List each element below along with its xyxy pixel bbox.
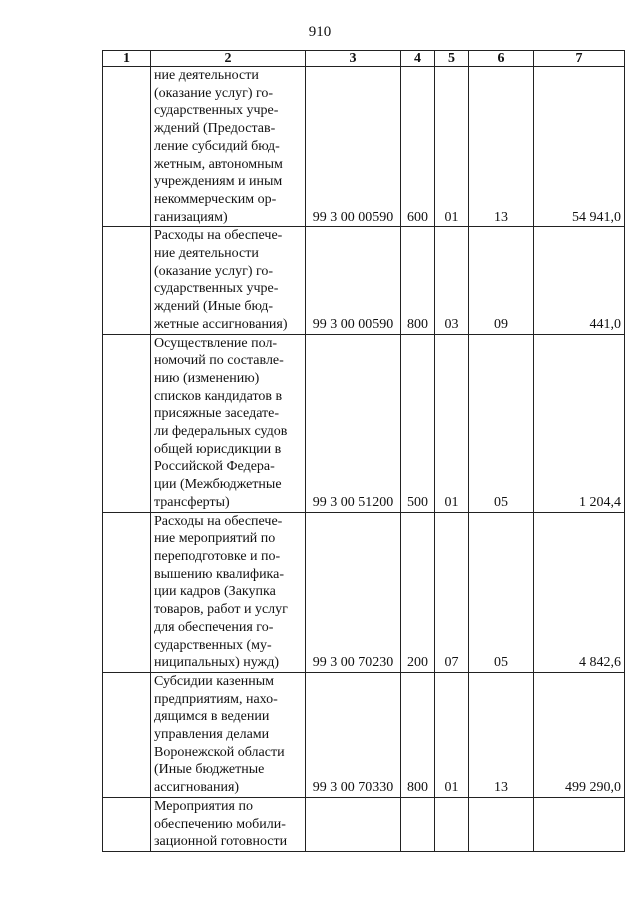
cell-number [103, 334, 151, 512]
description-line: переподготовке и по- [154, 548, 281, 564]
cell-expense-type: 800 [401, 227, 435, 334]
description-line: учреждениям и иным [154, 174, 283, 190]
cell-description [151, 67, 306, 227]
cell-number [103, 227, 151, 334]
description-line: Расходы на обеспече- [154, 513, 283, 529]
cell-subsection: 05 [469, 334, 534, 512]
description-line: Расходы на обеспече- [154, 228, 283, 244]
description-line: ции (Межбюджетные [154, 477, 282, 493]
cell-amount: 499 290,0 [534, 672, 625, 797]
cell-subsection [469, 797, 534, 851]
description-line: сударственных учре- [154, 281, 279, 297]
description-line: ассигнования) [154, 780, 240, 796]
description-line: ли федеральных судов [154, 424, 288, 440]
table-row [103, 334, 625, 512]
description-line: ниципальных) нужд) [154, 655, 279, 671]
cell-number [103, 797, 151, 851]
cell-number [103, 672, 151, 797]
description-line: присяжные заседате- [154, 406, 280, 422]
budget-table [102, 50, 625, 852]
description-line: предприятиям, нахо- [154, 691, 278, 707]
description-line: ние мероприятий по [154, 531, 276, 547]
table-row [103, 67, 625, 227]
cell-section: 01 [435, 672, 469, 797]
header-col-4: 4 [401, 51, 435, 67]
cell-amount: 1 204,4 [534, 334, 625, 512]
cell-expense-type: 800 [401, 672, 435, 797]
cell-target-code: 99 3 00 00590 [306, 227, 401, 334]
description-line: Осуществление пол- [154, 335, 278, 351]
header-col-1: 1 [103, 51, 151, 67]
description-line: ние деятельности [154, 246, 259, 262]
description-line: обеспечению мобили- [154, 816, 286, 832]
cell-description [151, 334, 306, 512]
cell-subsection: 05 [469, 512, 534, 672]
header-col-3: 3 [306, 51, 401, 67]
description-line: Субсидии казенным [154, 673, 275, 689]
description-line: управления делами [154, 727, 270, 743]
description-line: зационной готовности [154, 834, 288, 850]
description-line: ние деятельности [154, 68, 259, 83]
cell-description [151, 672, 306, 797]
cell-amount [534, 797, 625, 851]
header-col-6: 6 [469, 51, 534, 67]
table-row [103, 797, 625, 851]
description-line: (оказание услуг) го- [154, 85, 274, 101]
header-row [103, 51, 625, 67]
cell-subsection: 13 [469, 672, 534, 797]
cell-target-code: 99 3 00 70230 [306, 512, 401, 672]
description-line: общей юрисдикции в [154, 441, 282, 457]
description-line: сударственных (му- [154, 637, 272, 653]
cell-description [151, 512, 306, 672]
description-line: Российской Федера- [154, 459, 275, 475]
cell-section: 07 [435, 512, 469, 672]
table-row [103, 672, 625, 797]
description-line: (Иные бюджетные [154, 762, 265, 778]
description-line: ждений (Иные бюд- [154, 299, 274, 315]
description-line: трансферты) [154, 494, 230, 510]
description-line: Мероприятия по [154, 798, 253, 814]
page-number: 910 [308, 24, 332, 40]
description-line: сударственных учре- [154, 103, 279, 119]
cell-description [151, 797, 306, 851]
cell-subsection: 09 [469, 227, 534, 334]
cell-description [151, 227, 306, 334]
cell-amount: 4 842,6 [534, 512, 625, 672]
cell-amount: 441,0 [534, 227, 625, 334]
description-line: ганизациям) [154, 209, 228, 225]
cell-expense-type: 600 [401, 67, 435, 227]
description-line: ление субсидий бюд- [154, 138, 280, 154]
header-col-2: 2 [151, 51, 306, 67]
description-line: номочий по составле- [154, 353, 284, 369]
description-line: вышению квалифика- [154, 566, 285, 582]
cell-subsection: 13 [469, 67, 534, 227]
description-line: Воронежской области [154, 744, 285, 760]
description-line: нию (изменению) [154, 370, 260, 386]
cell-expense-type: 200 [401, 512, 435, 672]
header-col-7: 7 [534, 51, 625, 67]
cell-target-code: 99 3 00 00590 [306, 67, 401, 227]
description-line: жетные ассигнования) [154, 316, 288, 332]
cell-number [103, 67, 151, 227]
table-row [103, 227, 625, 334]
header-col-5: 5 [435, 51, 469, 67]
description-line: некоммерческим ор- [154, 191, 277, 207]
cell-target-code: 99 3 00 70330 [306, 672, 401, 797]
cell-expense-type: 500 [401, 334, 435, 512]
description-line: дящимся в ведении [154, 709, 270, 725]
description-line: товаров, работ и услуг [154, 602, 288, 618]
cell-section: 01 [435, 334, 469, 512]
description-line: для обеспечения го- [154, 619, 274, 635]
description-line: (оказание услуг) го- [154, 263, 274, 279]
cell-target-code: 99 3 00 51200 [306, 334, 401, 512]
cell-number [103, 512, 151, 672]
description-line: жетным, автономным [154, 156, 283, 172]
cell-section: 01 [435, 67, 469, 227]
description-line: списков кандидатов в [154, 388, 283, 404]
cell-expense-type [401, 797, 435, 851]
cell-target-code [306, 797, 401, 851]
cell-amount: 54 941,0 [534, 67, 625, 227]
cell-section [435, 797, 469, 851]
cell-section: 03 [435, 227, 469, 334]
description-line: ждений (Предостав- [154, 121, 276, 137]
table-row [103, 512, 625, 672]
description-line: ции кадров (Закупка [154, 584, 276, 600]
